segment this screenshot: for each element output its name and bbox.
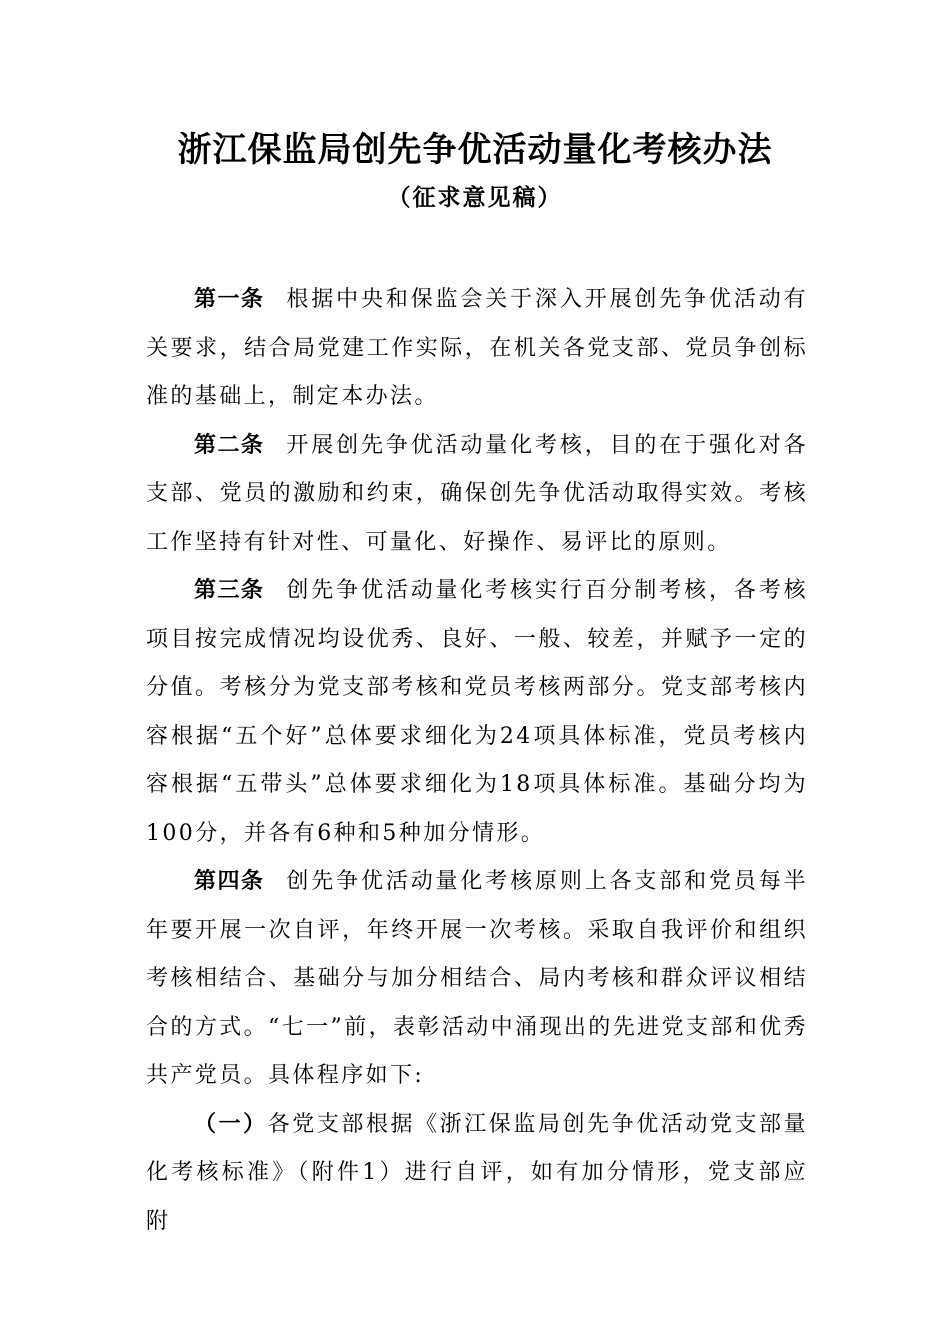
document-body	[146, 276, 808, 1246]
article-2-label: 第二条	[194, 432, 265, 458]
document-subtitle: （征求意见稿）	[387, 185, 563, 211]
article-2	[146, 422, 808, 568]
article-4-label: 第四条	[194, 869, 265, 894]
document-title: 浙江保监局创先争优活动量化考核办法	[177, 130, 773, 170]
article-3	[146, 567, 808, 858]
article-1	[146, 276, 808, 422]
item-1	[146, 1101, 808, 1247]
article-3-text: 创先争优活动量化考核实行百分制考核，各考核项目按完成情况均设优秀、良好、一般、较差，并赋予一定的分值。考核分为党支部考核和党员考核两部分。党支部考核内容根据“五个好”总体要求细化为24项具体标准，党员考核内容根据“五带头”总体要求细化为18项具体标准。基础分均为100分，并各有6种和5种加分情形。	[146, 578, 808, 846]
article-4	[146, 858, 808, 1101]
item-1-text: 各党支部根据《浙江保监局创先争优活动党支部量化考核标准》（附件1）进行自评，如有加分情形，党支部应附	[146, 1111, 808, 1234]
article-3-label: 第三条	[194, 578, 265, 603]
article-4-text: 创先争优活动量化考核原则上各支部和党员每半年要开展一次自评，年终开展一次考核。采取自我评价和组织考核相结合、基础分与加分相结合、局内考核和群众评议相结合的方式。“七一”前，表彰活动中涌现出的先进党支部和优秀共产党员。具体程序如下:	[146, 869, 808, 1088]
item-1-label: （一）	[194, 1111, 268, 1137]
article-2-text: 开展创先争优活动量化考核，目的在于强化对各支部、党员的激励和约束，确保创先争优活动取得实效。考核工作坚持有针对性、可量化、好操作、易评比的原则。	[146, 432, 808, 555]
article-1-label: 第一条	[194, 287, 265, 312]
article-1-text: 根据中央和保监会关于深入开展创先争优活动有关要求，结合局党建工作实际，在机关各党支部、党员争创标准的基础上，制定本办法。	[146, 287, 808, 409]
